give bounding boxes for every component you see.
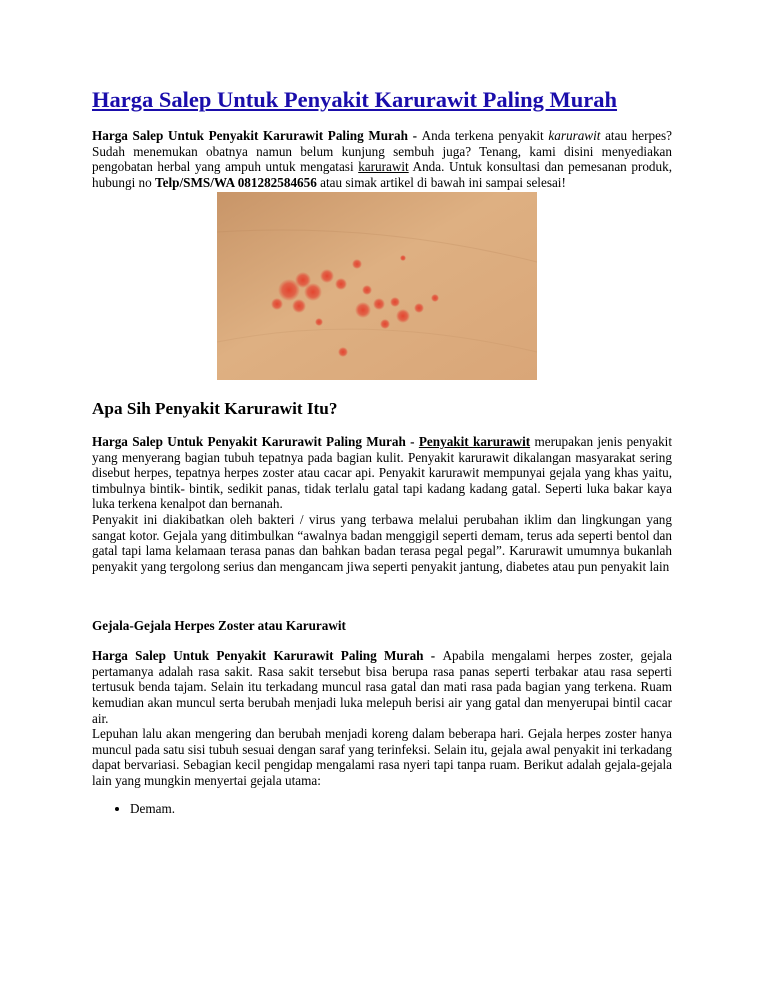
rash-photo-image: [217, 192, 537, 380]
intro-italic-term: karurawit: [548, 128, 601, 143]
section1-paragraph-1: [92, 434, 672, 512]
intro-text-4: atau simak artikel di bawah ini sampai selesai!: [316, 174, 566, 190]
intro-text-3: Anda. Untuk konsultasi dan pemesanan produk, hubungi no: [92, 159, 672, 190]
section2-paragraph-2: Lepuhan lalu akan mengering dan berubah menjadi koreng dalam beberapa hari. Gejala herpes zoster hanya muncul pada satu sisi tubuh sesuai dengan saraf yang terinfeksi. Selain itu, gejala awal penyakit ini terkadang dapat bervariasi. Sebagian kecil pengidap mengalami rasa nyeri tapi tanpa ruam. Berikut adalah gejala-gejala lain yang mungkin menyertai gejala utama:: [92, 726, 672, 788]
section1-link-term[interactable]: Penyakit karurawit: [418, 434, 531, 450]
intro-text-2: atau herpes? Sudah menemukan obatnya namun belum kunjung sembuh juga? Tenang, kami disini menyediakan pengobatan herbal yang ampuh untuk mengatasi: [92, 128, 672, 175]
section1-paragraph-2: Penyakit ini diakibatkan oleh bakteri / virus yang terbawa melalui perubahan iklim dan lingkungan yang sangat kotor. Gejala yang ditimbulkan “awalnya badan menggigil seperti demam, terus ada seperti bentol dan gatal tapi lama kelamaan terasa panas dan bahkan badan terasa pegal pegal”. Karurawit umumnya bukanlah penyakit yang tergolong serius dan mengancam jiwa seperti penyakit jantung, diabetes atau pun penyakit lain: [92, 511, 672, 574]
intro-paragraph: [92, 128, 672, 190]
section-heading-symptoms: Gejala-Gejala Herpes Zoster atau Karurawit: [92, 618, 346, 634]
rash-photo: [217, 192, 537, 380]
section1-lead: Harga Salep Untuk Penyakit Karurawit Paling Murah -: [92, 434, 419, 450]
article-body: [92, 86, 672, 816]
intro-link-term[interactable]: karurawit: [358, 159, 409, 175]
symptom-list: [92, 801, 672, 817]
section1-text-1: merupakan jenis penyakit yang menyerang bagian tubuh tepatnya pada bagian kulit. Penyakit karurawit dikalangan masyarakat sering disebut herpes, tepatnya herpes zoster atau cacar api. Penyakit karurawit mempunyai gejala yang khas yaitu, timbulnya bintik- bintik, sedikit panas, tidak terlalu gatal tapi kadang kadang gatal. Seperti luka bakar kaya luka terkena kenalpot dan bernanah.: [92, 434, 672, 512]
section2-paragraph-1: [92, 648, 672, 726]
section2-lead: Harga Salep Untuk Penyakit Karurawit Paling Murah -: [92, 648, 443, 664]
article-title[interactable]: Harga Salep Untuk Penyakit Karurawit Paling Murah: [92, 87, 618, 112]
intro-lead: Harga Salep Untuk Penyakit Karurawit Paling Murah -: [92, 128, 422, 143]
symptom-list-item: • Demam.: [130, 801, 672, 817]
intro-text-1: Anda terkena penyakit: [421, 128, 549, 143]
intro-contact: Telp/SMS/WA 081282584656: [155, 174, 317, 190]
section2-text-1: Apabila mengalami herpes zoster, gejala pertamanya adalah rasa sakit. Rasa sakit tersebut bisa berupa rasa panas seperti terbakar atau rasa seperti tertusuk benda tajam. Selain itu terkadang muncul rasa gatal dan mati rasa pada bagian yang terkena. Ruam kemudian akan muncul serta berubah menjadi luka melepuh berisi air yang gatal dan menyerupai bintil cacar air.: [92, 648, 672, 726]
section-heading-what-is: Apa Sih Penyakit Karurawit Itu?: [92, 399, 338, 419]
